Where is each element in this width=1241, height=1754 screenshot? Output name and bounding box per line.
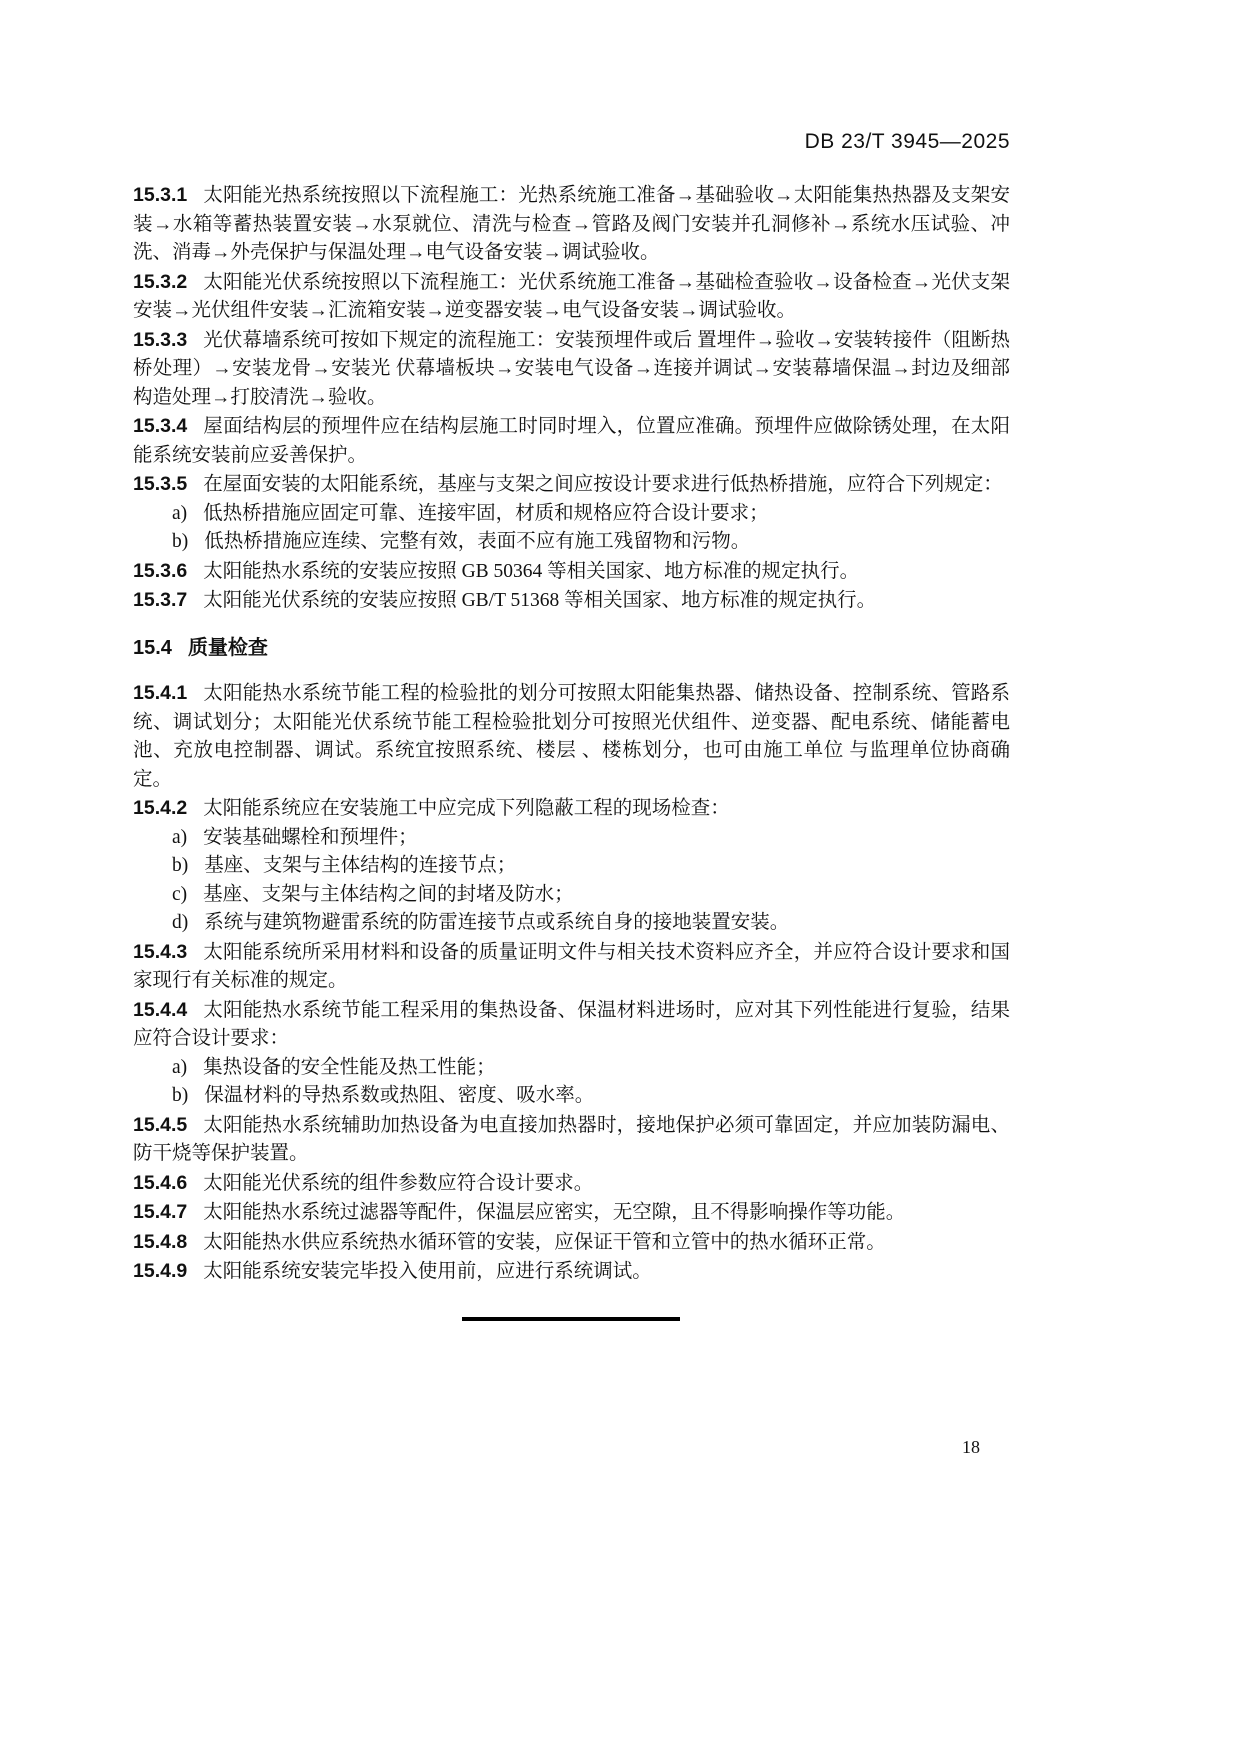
list-item: [133, 528, 1010, 557]
clause-text: 光伏幕墙系统可按如下规定的流程施工：安装预埋件或后 置埋件→验收→安装转接件（阻断热桥处理）→安装龙骨→安装光 伏幕墙板块→安装电气设备→连接并调试→安装幕墙保温→封边及细部构造处理→打胶清洗→验收。: [133, 329, 1010, 408]
section-number: 15.4: [133, 636, 172, 659]
clause-paragraph: [133, 557, 1010, 587]
clause-paragraph: [133, 268, 1010, 326]
clause-number: 15.4.4: [133, 998, 188, 1021]
clause-number: 15.3.5: [133, 473, 188, 495]
clause-text: 太阳能热水系统节能工程采用的集热设备、保温材料进场时，应对其下列性能进行复验，结果应符合设计要求：: [133, 999, 1010, 1049]
clause-number: 15.3.1: [133, 184, 188, 206]
list-item-text: 集热设备的安全性能及热工性能；: [203, 1056, 496, 1078]
clause-text: 太阳能热水系统节能工程的检验批的划分可按照太阳能集热器、储热设备、控制系统、管路系统、调试划分；太阳能光伏系统节能工程检验批划分可按照光伏组件、逆变器、配电系统、储能蓄电池、充放电控制器、调试。系统宜按照系统、楼层 、楼栋划分，也可由施工单位 与监理单位协商确定。: [133, 683, 1010, 790]
clause-number: 15.4.8: [133, 1230, 188, 1253]
list-item-label: b): [172, 1085, 189, 1106]
clause-paragraph: [133, 326, 1010, 413]
list-item-label: c): [172, 883, 188, 905]
clause-paragraph: [133, 181, 1010, 268]
list-item-text: 基座、支架与主体结构之间的封堵及防水；: [203, 883, 574, 905]
list-item: [133, 500, 1010, 529]
clause-text: 太阳能系统安装完毕投入使用前，应进行系统调试。: [203, 1261, 652, 1282]
list-item: [133, 881, 1010, 910]
list-item-label: a): [172, 826, 188, 848]
list-item-text: 低热桥措施应连续、完整有效，表面不应有施工残留物和污物。: [204, 531, 751, 552]
clause-number: 15.3.4: [133, 415, 188, 437]
clause-paragraph: [133, 586, 1010, 616]
clause-paragraph: [133, 996, 1010, 1054]
clause-paragraph: [133, 679, 1010, 794]
clause-text: 太阳能热水系统的安装应按照 GB 50364 等相关国家、地方标准的规定执行。: [203, 560, 860, 582]
clause-number: 15.4.1: [133, 682, 188, 704]
document-content: [133, 181, 1010, 1287]
clause-text: 太阳能热水系统过滤器等配件，保温层应密实，无空隙，且不得影响操作等功能。: [203, 1202, 906, 1223]
clause-text: 太阳能热水系统辅助加热设备为电直接加热器时，接地保护必须可靠固定，并应加装防漏电、防干烧等保护装置。: [133, 1114, 1010, 1164]
clause-text: 太阳能系统应在安装施工中应完成下列隐蔽工程的现场检查：: [203, 798, 730, 819]
list-item-text: 低热桥措施应固定可靠、连接牢固，材质和规格应符合设计要求；: [203, 502, 769, 524]
clause-text: 屋面结构层的预埋件应在结构层施工时同时埋入，位置应准确。预埋件应做除锈处理，在太阳能系统安装前应妥善保护。: [133, 416, 1010, 466]
clause-text: 太阳能光伏系统的组件参数应符合设计要求。: [203, 1172, 594, 1194]
list-item: [133, 1054, 1010, 1083]
clause-number: 15.3.3: [133, 328, 188, 351]
list-item-label: b): [172, 855, 189, 876]
clause-paragraph: [133, 1198, 1010, 1228]
list-item-text: 基座、支架与主体结构的连接节点；: [204, 855, 517, 876]
clause-paragraph: [133, 1169, 1010, 1199]
section-heading: [133, 634, 1010, 663]
clause-number: 15.4.9: [133, 1260, 188, 1282]
list-item: [133, 852, 1010, 881]
list-item-label: b): [172, 531, 189, 552]
clause-text: 太阳能系统所采用材料和设备的质量证明文件与相关技术资料应齐全，并应符合设计要求和国家现行有关标准的规定。: [133, 941, 1010, 991]
clause-number: 15.4.6: [133, 1171, 188, 1194]
clause-text: 太阳能光热系统按照以下流程施工：光热系统施工准备→基础验收→太阳能集热热器及支架安装→水箱等蓄热装置安装→水泵就位、清洗与检查→管路及阀门安装并孔洞修补→系统水压试验、冲洗、消毒→外壳保护与保温处理→电气设备安装→调试验收。: [133, 185, 1010, 263]
section-title: 质量检查: [187, 636, 268, 659]
list-item-text: 保温材料的导热系数或热阻、密度、吸水率。: [204, 1085, 595, 1106]
clause-paragraph: [133, 470, 1010, 500]
clause-paragraph: [133, 1111, 1010, 1169]
list-item-text: 安装基础螺栓和预埋件；: [203, 826, 418, 848]
clause-text: 太阳能光伏系统按照以下流程施工：光伏系统施工准备→基础检查验收→设备检查→光伏支架安装→光伏组件安装→汇流箱安装→逆变器安装→电气设备安装→调试验收。: [133, 271, 1010, 321]
clause-number: 15.4.7: [133, 1201, 188, 1223]
clause-number: 15.3.7: [133, 589, 188, 611]
list-item: [133, 1082, 1010, 1111]
clause-paragraph: [133, 412, 1010, 470]
list-item-text: 系统与建筑物避雷系统的防雷连接节点或系统自身的接地装置安装。: [204, 912, 790, 933]
clause-number: 15.3.2: [133, 270, 188, 293]
clause-text: 太阳能光伏系统的安装应按照 GB/T 51368 等相关国家、地方标准的规定执行。: [203, 590, 877, 611]
clause-paragraph: [133, 1257, 1010, 1287]
clause-number: 15.4.2: [133, 797, 188, 819]
clause-text: 在屋面安装的太阳能系统，基座与支架之间应按设计要求进行低热桥措施，应符合下列规定：: [203, 474, 1003, 495]
clause-paragraph: [133, 1228, 1010, 1258]
clause-number: 15.3.6: [133, 559, 188, 582]
list-item: [133, 909, 1010, 938]
clause-paragraph: [133, 938, 1010, 996]
list-item-label: d): [172, 912, 189, 933]
list-item-label: a): [172, 1056, 188, 1078]
clause-text: 太阳能热水供应系统热水循环管的安装，应保证干管和立管中的热水循环正常。: [203, 1231, 886, 1253]
clause-number: 15.4.5: [133, 1113, 188, 1136]
clause-paragraph: [133, 794, 1010, 824]
end-of-document-rule: [462, 1317, 680, 1321]
list-item: [133, 824, 1010, 853]
clause-number: 15.4.3: [133, 940, 188, 963]
page-number: 18: [962, 1437, 980, 1457]
list-item-label: a): [172, 502, 188, 524]
doc-number: DB 23/T 3945—2025: [804, 130, 1010, 153]
